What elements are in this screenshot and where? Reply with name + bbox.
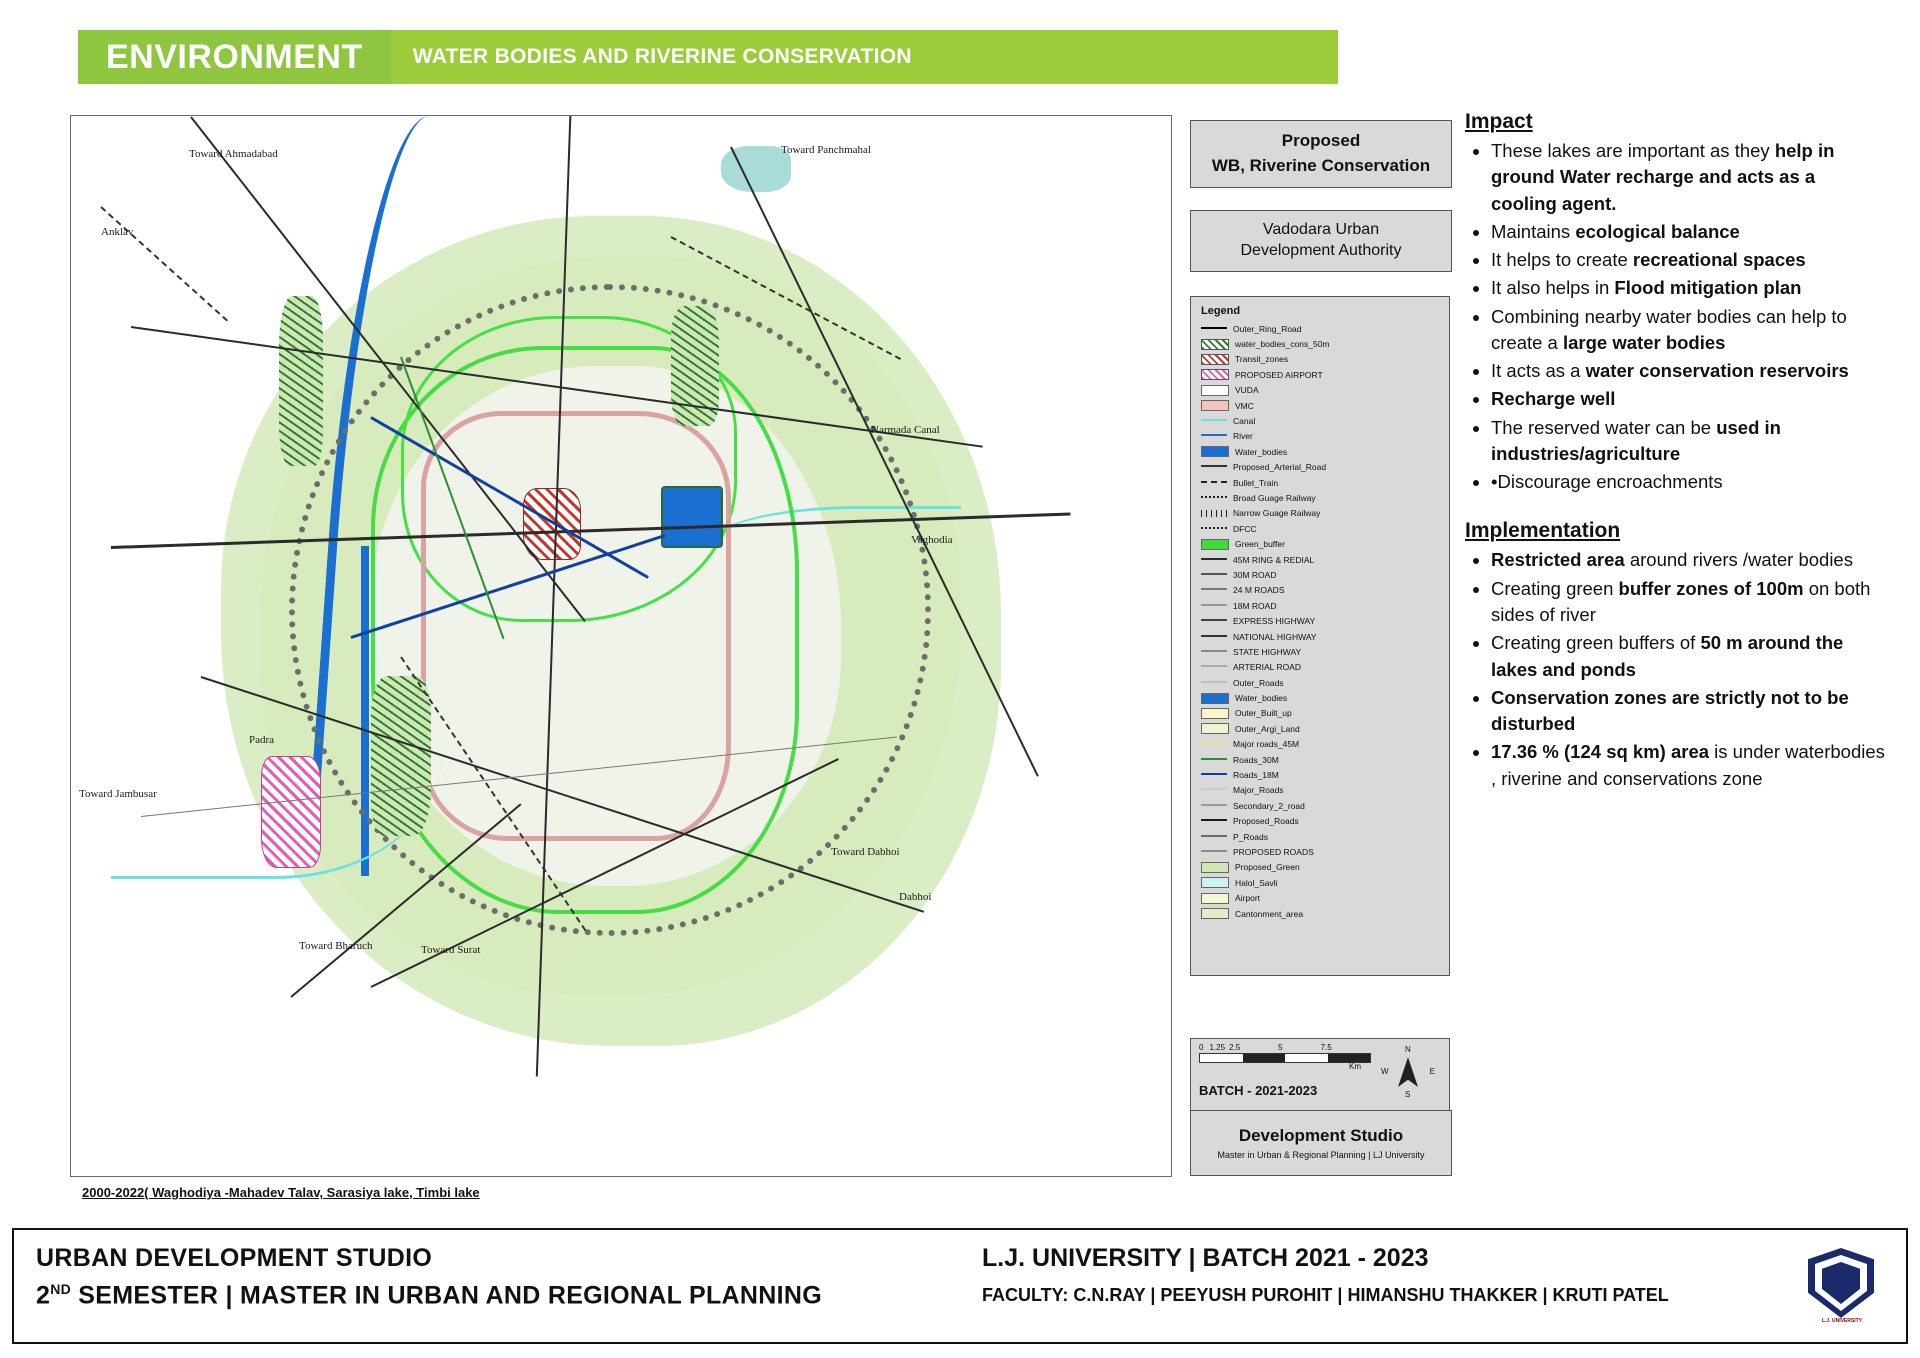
legend-swatch-icon — [1201, 708, 1229, 719]
legend-item-label: Transit_zones — [1235, 354, 1289, 365]
legend-swatch-icon — [1201, 681, 1227, 685]
legend-title: Legend — [1201, 305, 1241, 317]
map-place-label: Anklav — [101, 226, 134, 238]
legend-item-label: STATE HIGHWAY — [1233, 646, 1302, 657]
legend-swatch-icon — [1201, 434, 1227, 438]
compass-north-label: N — [1405, 1045, 1411, 1054]
legend-item-label: 24 M ROADS — [1233, 585, 1285, 596]
legend-swatch-icon — [1201, 327, 1227, 331]
legend-swatch-icon — [1201, 465, 1227, 469]
analysis-text-column — [1465, 110, 1885, 794]
map-place-label: Vaghodia — [911, 534, 953, 546]
legend-swatch-icon — [1201, 835, 1227, 839]
page-header — [78, 30, 1338, 84]
legend-item-label: Canal — [1233, 416, 1256, 427]
legend-swatch-icon — [1201, 446, 1229, 457]
legend-item — [1201, 690, 1439, 705]
legend-swatch-icon — [1201, 527, 1227, 531]
bullet-item: • Conservation zones are strictly not to be disturbed — [1491, 685, 1885, 738]
development-studio-box — [1190, 1110, 1452, 1176]
legend-item-label: Major roads_45M — [1233, 739, 1300, 750]
compass-south-label: S — [1405, 1090, 1411, 1099]
legend-swatch-icon — [1201, 496, 1227, 500]
map-canvas[interactable] — [71, 116, 1171, 1176]
legend-item — [1201, 767, 1439, 782]
legend-swatch-icon — [1201, 723, 1229, 734]
bullet-item: • It also helps in Flood mitigation plan — [1491, 275, 1885, 301]
legend-item — [1201, 367, 1439, 382]
legend-swatch-icon — [1201, 354, 1229, 365]
bullet-item: • Combining nearby water bodies can help to create a large water bodies — [1491, 304, 1885, 357]
scale-tick: 5 — [1278, 1043, 1283, 1052]
bullet-item: • Maintains ecological balance — [1491, 219, 1885, 245]
proposed-line2: WB, Riverine Conservation — [1211, 156, 1431, 175]
implementation-heading: Implementation — [1465, 519, 1621, 543]
legend-item — [1201, 352, 1439, 367]
bullet-item: • It acts as a water conservation reservoirs — [1491, 358, 1885, 384]
legend-item-label: Airport — [1235, 893, 1261, 904]
legend-swatch-icon — [1201, 788, 1227, 792]
legend-item-label: ARTERIAL ROAD — [1233, 662, 1302, 673]
legend-item-label: Water_bodies — [1235, 693, 1288, 704]
legend-item — [1201, 844, 1439, 859]
footer-semester-number: 2 — [36, 1281, 51, 1310]
proposed-line1: Proposed — [1281, 131, 1361, 151]
legend-item-label: 45M RING & REDIAL — [1233, 554, 1315, 565]
legend-rows — [1201, 321, 1439, 921]
legend-item-label: Proposed_Roads — [1233, 816, 1299, 827]
legend-item — [1201, 598, 1439, 613]
legend-item — [1201, 475, 1439, 490]
legend-item-label: water_bodies_cons_50m — [1235, 339, 1330, 350]
legend-item-label: NATIONAL HIGHWAY — [1233, 631, 1317, 642]
studio-subtitle: Master in Urban & Regional Planning | LJ University — [1217, 1150, 1425, 1160]
legend-item-label: Outer_Ring_Road — [1233, 323, 1302, 334]
header-title: ENVIRONMENT — [78, 30, 391, 84]
compass-west-label: W — [1381, 1067, 1389, 1076]
railway-dashed-nw — [100, 206, 228, 321]
legend-item — [1201, 336, 1439, 351]
bullet-item: • •Discourage encroachments — [1491, 469, 1885, 495]
legend-item-label: Roads_30M — [1233, 754, 1279, 765]
legend-swatch-icon — [1201, 804, 1227, 808]
footer-faculty: FACULTY: C.N.RAY | PEEYUSH PUROHIT | HIMANSHU THAKKER | KRUTI PATEL — [982, 1285, 1669, 1305]
authority-box — [1190, 210, 1452, 272]
legend-item-label: Roads_18M — [1233, 770, 1279, 781]
proposed-title-box — [1190, 120, 1452, 188]
legend-item-label: River — [1233, 431, 1253, 442]
legend-swatch-icon — [1201, 758, 1227, 762]
legend-item-label: VUDA — [1235, 385, 1259, 396]
legend-item — [1201, 644, 1439, 659]
scale-tick: 7.5 — [1320, 1043, 1332, 1052]
scale-unit: Km — [1349, 1062, 1361, 1071]
legend-item — [1201, 783, 1439, 798]
legend-item — [1201, 752, 1439, 767]
university-logo — [1808, 1248, 1880, 1322]
proposed-airport-hatch — [261, 756, 321, 868]
compass-east-label: E — [1429, 1067, 1435, 1076]
authority-line1: Vadodara Urban — [1262, 221, 1380, 239]
compass-rose — [1381, 1045, 1435, 1099]
legend-item — [1201, 506, 1439, 521]
impact-list — [1465, 138, 1885, 495]
bullet-item: • Creating green buffer zones of 100m on both sides of river — [1491, 576, 1885, 629]
legend-item-label: Proposed_Arterial_Road — [1233, 462, 1327, 473]
legend-item-label: Broad Guage Railway — [1233, 492, 1316, 503]
bullet-item: • Creating green buffers of 50 m around the lakes and ponds — [1491, 630, 1885, 683]
legend-item — [1201, 721, 1439, 736]
legend-item — [1201, 737, 1439, 752]
legend-swatch-icon — [1201, 877, 1229, 888]
bullet-item: • Recharge well — [1491, 386, 1885, 412]
map-caption: 2000-2022( Waghodiya -Mahadev Talav, Sarasiya lake, Timbi lake — [82, 1185, 480, 1200]
legend-item-label: 30M ROAD — [1233, 569, 1277, 580]
legend-swatch-icon — [1201, 588, 1227, 592]
water-bodies-conservation-zone-west — [279, 296, 323, 466]
map-place-label: Toward Surat — [421, 944, 481, 956]
page-footer — [12, 1228, 1908, 1344]
header-subtitle: WATER BODIES AND RIVERINE CONSERVATION — [412, 45, 912, 68]
legend-item — [1201, 814, 1439, 829]
legend-swatch-icon — [1201, 908, 1229, 919]
legend-item — [1201, 675, 1439, 690]
bullet-item: • The reserved water can be used in industries/agriculture — [1491, 415, 1885, 468]
legend-item-label: 18M ROAD — [1233, 600, 1277, 611]
authority-line2: Development Authority — [1240, 242, 1402, 259]
map-place-label: Toward Ahmadabad — [189, 148, 278, 160]
shield-icon — [1808, 1248, 1874, 1318]
legend-item-label: Water_bodies — [1235, 446, 1288, 457]
logo-caption: L.J. UNIVERSITY — [1821, 1318, 1862, 1324]
map-panel[interactable] — [70, 115, 1172, 1177]
legend-swatch-icon — [1201, 893, 1229, 904]
legend-item — [1201, 829, 1439, 844]
legend-item — [1201, 536, 1439, 551]
legend-item — [1201, 444, 1439, 459]
legend-item-label: PROPOSED AIRPORT — [1235, 369, 1323, 380]
bullet-item: • It helps to create recreational spaces — [1491, 247, 1885, 273]
legend-item — [1201, 860, 1439, 875]
legend-item-label: Halol_Savli — [1235, 877, 1278, 888]
legend-item-label: P_Roads — [1233, 831, 1268, 842]
footer-left — [36, 1244, 822, 1310]
legend-swatch-icon — [1201, 385, 1229, 396]
footer-right — [982, 1244, 1669, 1306]
compass-needle-icon — [1398, 1057, 1418, 1087]
map-legend — [1190, 296, 1450, 976]
legend-item-label: Outer_Roads — [1233, 677, 1284, 688]
legend-item — [1201, 321, 1439, 336]
legend-swatch-icon — [1201, 604, 1227, 608]
water-bodies-conservation-zone-south — [371, 676, 431, 836]
batch-label: BATCH - 2021-2023 — [1199, 1083, 1318, 1098]
footer-studio-name: URBAN DEVELOPMENT STUDIO — [36, 1244, 433, 1272]
map-place-label: Toward Panchmahal — [781, 144, 871, 156]
legend-item — [1201, 660, 1439, 675]
legend-swatch-icon — [1201, 819, 1227, 823]
legend-item-label: Outer_Built_up — [1235, 708, 1292, 719]
legend-item — [1201, 906, 1439, 921]
legend-item-label: Outer_Argi_Land — [1235, 723, 1300, 734]
map-place-label: Narmada Canal — [871, 424, 940, 436]
bullet-item: • These lakes are important as they help in ground Water recharge and acts as a cooling agent. — [1491, 138, 1885, 217]
legend-item — [1201, 552, 1439, 567]
legend-swatch-icon — [1201, 635, 1227, 639]
impact-heading: Impact — [1465, 110, 1533, 133]
scale-tick: 1.25 — [1209, 1043, 1226, 1052]
scale-bar-panel — [1190, 1038, 1450, 1118]
legend-swatch-icon — [1201, 650, 1227, 654]
legend-swatch-icon — [1201, 539, 1229, 550]
large-water-body — [661, 486, 723, 548]
bullet-item: • Restricted area around rivers /water bodies — [1491, 547, 1885, 573]
legend-item-label: DFCC — [1233, 523, 1257, 534]
legend-item — [1201, 460, 1439, 475]
legend-item — [1201, 629, 1439, 644]
legend-item — [1201, 490, 1439, 505]
legend-swatch-icon — [1201, 481, 1227, 485]
studio-title: Development Studio — [1238, 1126, 1404, 1145]
scale-bar — [1199, 1053, 1371, 1063]
legend-swatch-icon — [1201, 558, 1227, 562]
legend-item-label: Secondary_2_road — [1233, 800, 1305, 811]
legend-item — [1201, 383, 1439, 398]
legend-swatch-icon — [1201, 850, 1227, 854]
scale-tick: 0 — [1199, 1043, 1204, 1052]
legend-item — [1201, 798, 1439, 813]
footer-course-line — [36, 1281, 822, 1310]
legend-swatch-icon — [1201, 742, 1227, 746]
map-place-label: Padra — [249, 734, 275, 746]
legend-swatch-icon — [1201, 400, 1229, 411]
legend-swatch-icon — [1201, 419, 1227, 423]
legend-item — [1201, 875, 1439, 890]
footer-university: L.J. UNIVERSITY | BATCH 2021 - 2023 — [982, 1244, 1429, 1272]
legend-swatch-icon — [1201, 773, 1227, 777]
map-place-label: Toward Dabhoi — [831, 846, 900, 858]
legend-item — [1201, 567, 1439, 582]
legend-swatch-icon — [1201, 862, 1229, 873]
legend-item — [1201, 613, 1439, 628]
legend-swatch-icon — [1201, 339, 1229, 350]
legend-item-label: Bullet_Train — [1233, 477, 1279, 488]
legend-item-label: PROPOSED ROADS — [1233, 846, 1314, 857]
legend-swatch-icon — [1201, 665, 1227, 669]
legend-item-label: VMC — [1235, 400, 1254, 411]
map-place-label: Dabhoi — [899, 891, 932, 903]
footer-course-text: SEMESTER | MASTER IN URBAN AND REGIONAL PLANNING — [71, 1281, 822, 1310]
legend-item — [1201, 429, 1439, 444]
legend-item-label: Narrow Guage Railway — [1233, 508, 1321, 519]
legend-item-label: Major_Roads — [1233, 785, 1284, 796]
map-place-label: Toward Bharuch — [299, 940, 373, 952]
legend-item — [1201, 583, 1439, 598]
legend-item-label: EXPRESS HIGHWAY — [1233, 616, 1316, 627]
legend-swatch-icon — [1201, 369, 1229, 380]
implementation-list — [1465, 547, 1885, 791]
legend-item-label: Proposed_Green — [1235, 862, 1300, 873]
scale-tick: 2.5 — [1229, 1043, 1241, 1052]
bullet-item: • 17.36 % (124 sq km) area is under waterbodies , riverine and conservations zone — [1491, 739, 1885, 792]
legend-swatch-icon — [1201, 693, 1229, 704]
footer-semester-ordinal: ND — [50, 1281, 72, 1297]
legend-item — [1201, 398, 1439, 413]
map-place-label: Toward Jambusar — [79, 788, 157, 800]
legend-item — [1201, 413, 1439, 428]
legend-item-label: Cantonment_area — [1235, 908, 1304, 919]
legend-swatch-icon — [1201, 619, 1227, 623]
legend-item — [1201, 890, 1439, 905]
legend-swatch-icon — [1201, 510, 1227, 517]
legend-swatch-icon — [1201, 573, 1227, 577]
legend-item — [1201, 521, 1439, 536]
legend-item — [1201, 706, 1439, 721]
legend-item-label: Green_buffer — [1235, 539, 1285, 550]
